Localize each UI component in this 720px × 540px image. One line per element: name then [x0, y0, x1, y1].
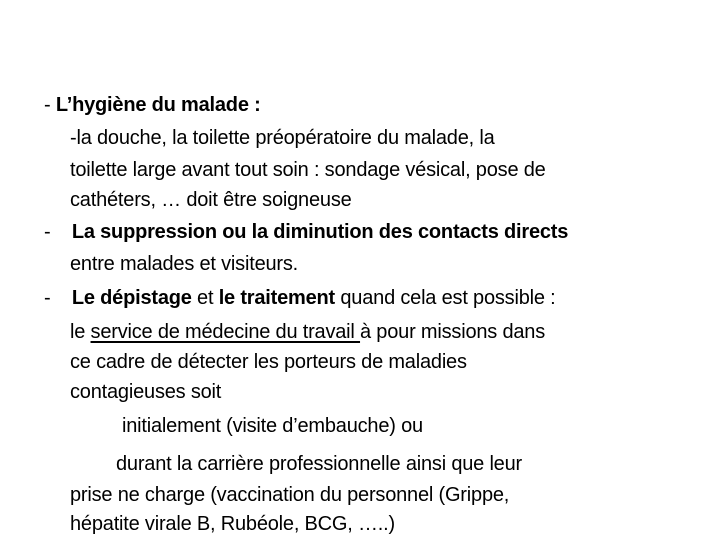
- section-3-text-1: et: [191, 287, 219, 309]
- section-3-line-1-suffix: à pour missions dans: [360, 321, 546, 343]
- section-3-heading-text: [72, 287, 556, 309]
- service-medecine-travail-text: service de médecine du travail: [90, 321, 361, 343]
- section-1-line-1: -la douche, la toilette préopératoire du malade, la: [70, 127, 495, 149]
- section-1-line-2: toilette large avant tout soin : sondage vésical, pose de: [70, 159, 546, 181]
- section-3-line-5: durant la carrière professionnelle ainsi que leur: [116, 453, 522, 475]
- section-3-heading-line: [44, 282, 556, 314]
- section-1-heading: L’hygiène du malade :: [55, 94, 261, 116]
- section-2-line-1: entre malades et visiteurs.: [70, 253, 299, 275]
- section-3-bold-1: Le dépistage: [71, 287, 192, 309]
- section-3-line-3: contagieuses soit: [70, 381, 222, 403]
- section-3-text-2: quand cela est possible :: [335, 287, 556, 309]
- section-3-line-2: ce cadre de détecter les porteurs de maladies: [70, 351, 467, 373]
- bullet-dash: -: [44, 287, 51, 309]
- section-3-line-1: [70, 316, 545, 348]
- section-2-heading-line: [44, 216, 568, 248]
- section-3-line-1-prefix: le: [70, 321, 91, 343]
- section-3-line-4: initialement (visite d’embauche) ou: [122, 415, 423, 437]
- bullet-dash: -: [44, 94, 51, 116]
- section-3-bold-2: le traitement: [218, 287, 336, 309]
- bullet-dash: -: [44, 221, 51, 243]
- section-1-heading-line: [44, 89, 261, 121]
- section-3-line-7: hépatite virale B, Rubéole, BCG, …..): [70, 513, 395, 535]
- section-3-line-6: prise ne charge (vaccination du personnel (Grippe,: [70, 484, 510, 506]
- section-2-heading: La suppression ou la diminution des contacts directs: [71, 221, 569, 243]
- section-1-line-3: cathéters, … doit être soigneuse: [70, 189, 352, 211]
